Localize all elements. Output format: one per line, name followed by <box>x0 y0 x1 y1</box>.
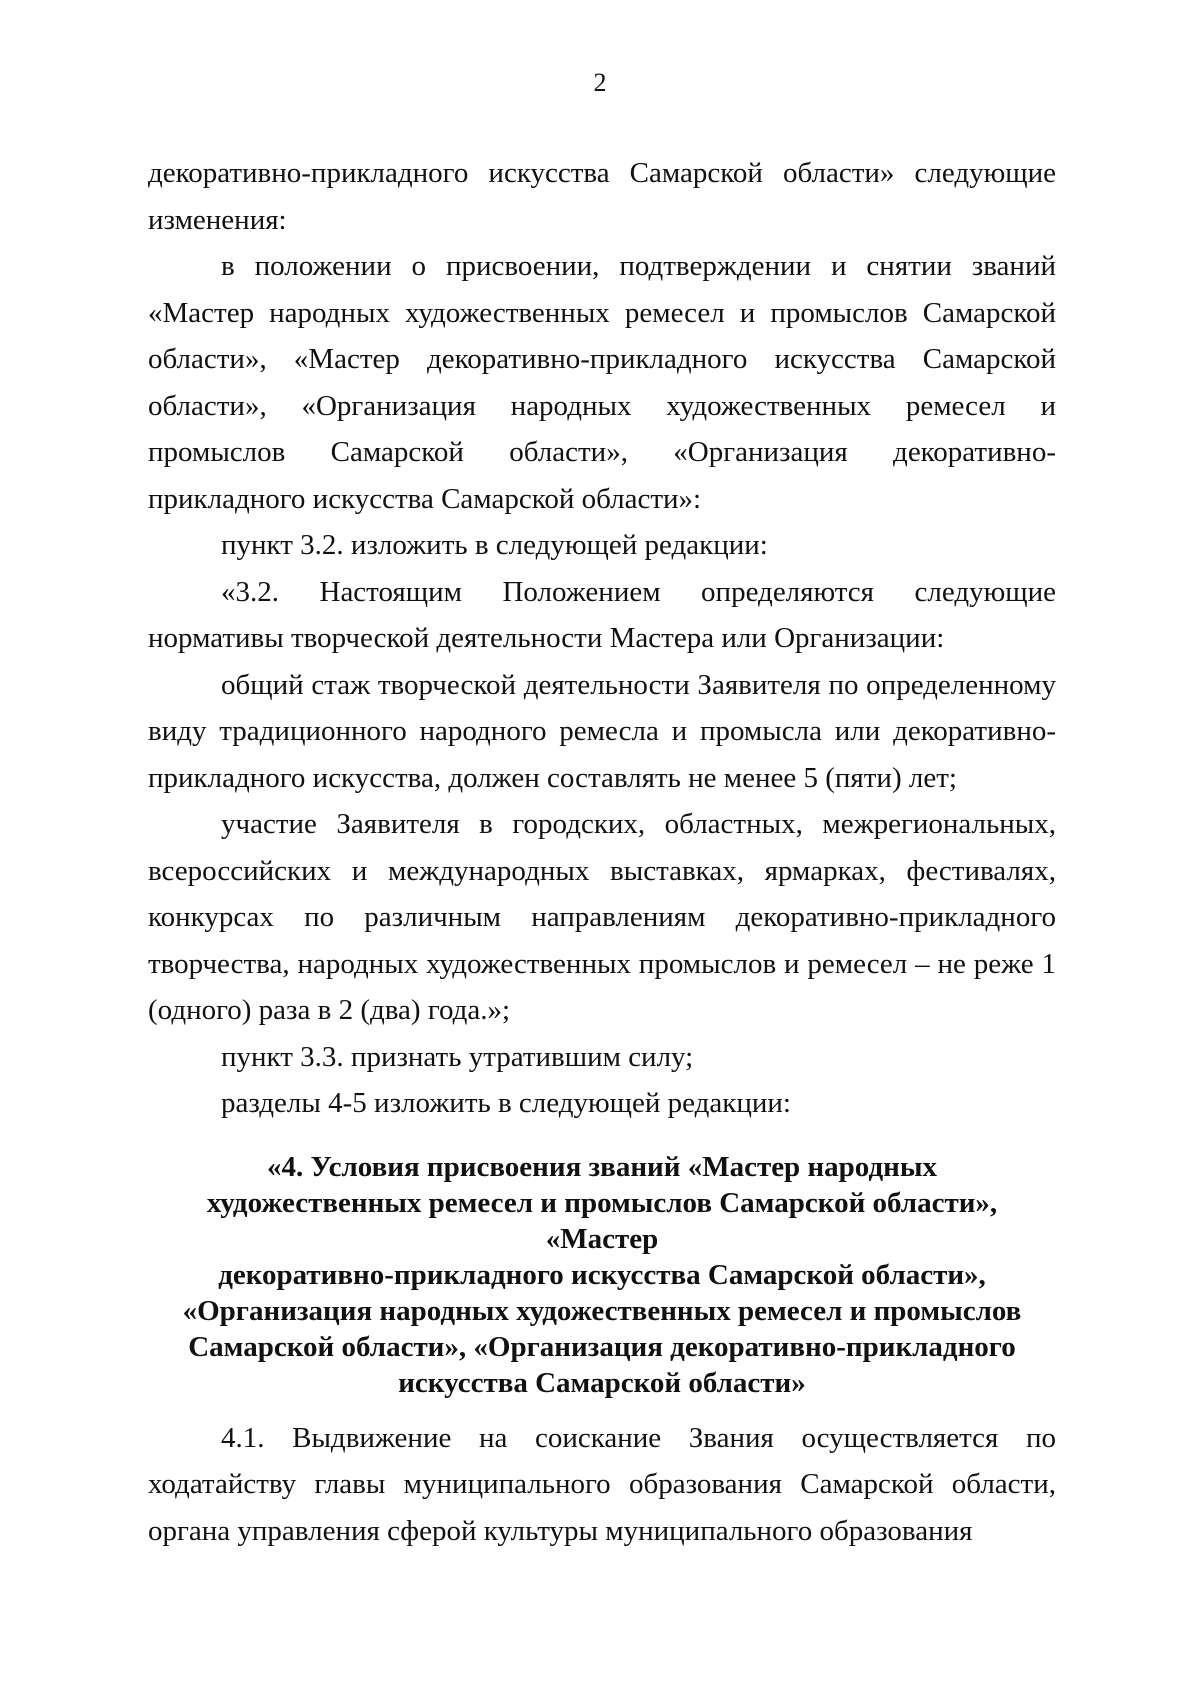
page-number: 2 <box>593 68 607 97</box>
paragraph-item-3-3: пункт 3.3. признать утратившим силу; <box>221 1040 694 1073</box>
paragraph-amendment-intro: в положении о присвоении, подтверждении и снятии званий «Мастер народных художественных ремесел и промыслов Самарской области», «Мастер декоративно-прикладного искусства Самарской области», «Организация народных художественных ремесел и промыслов Самарской области», «Организация декоративно-прикладного искусства Самарской области»: <box>148 250 1056 515</box>
paragraph-sections-4-5: разделы 4-5 изложить в следующей редакции: <box>221 1087 791 1119</box>
heading-line: художественных ремесел и промыслов Самарской области», «Мастер <box>206 1186 998 1255</box>
heading-line: «4. Условия присвоения званий «Мастер народных <box>267 1150 937 1183</box>
paragraph-item-4-1: 4.1. Выдвижение на соискание Звания осуществляется по ходатайству главы муниципального образования Самарской области, органа управления сферой культуры муниципального образования <box>148 1421 1056 1547</box>
paragraph-participation-requirement: участие Заявителя в городских, областных, межрегиональных, всероссийских и международных выставках, ярмарках, фестивалях, конкурсах по различным направлениям декоративно-прикладного творчества, народных художественных промыслов и ремесел – не реже 1 (одного) раза в 2 (два) года.»; <box>148 808 1056 1026</box>
paragraph-item-3-2-instruction: пункт 3.2. изложить в следующей редакции: <box>221 529 768 561</box>
heading-line: Самарской области», «Организация декоративно-прикладного <box>188 1330 1016 1363</box>
document-body <box>148 150 1056 1554</box>
heading-line: искусства Самарской области» <box>398 1366 806 1399</box>
paragraph-continuation: декоративно-прикладного искусства Самарской области» следующие изменения: <box>148 157 1056 236</box>
heading-line: декоративно-прикладного искусства Самарской области», <box>218 1258 986 1291</box>
paragraph-experience-requirement: общий стаж творческой деятельности Заявителя по определенному виду традиционного народного ремесла и промысла или декоративно-прикладного искусства, должен составлять не менее 5 (пяти) лет; <box>148 668 1056 794</box>
heading-line: «Организация народных художественных ремесел и промыслов <box>182 1294 1022 1327</box>
paragraph-item-3-2-text: «3.2. Настоящим Положением определяются следующие нормативы творческой деятельности Мастера или Организации: <box>148 575 1056 654</box>
section-4-heading <box>148 1149 1056 1401</box>
